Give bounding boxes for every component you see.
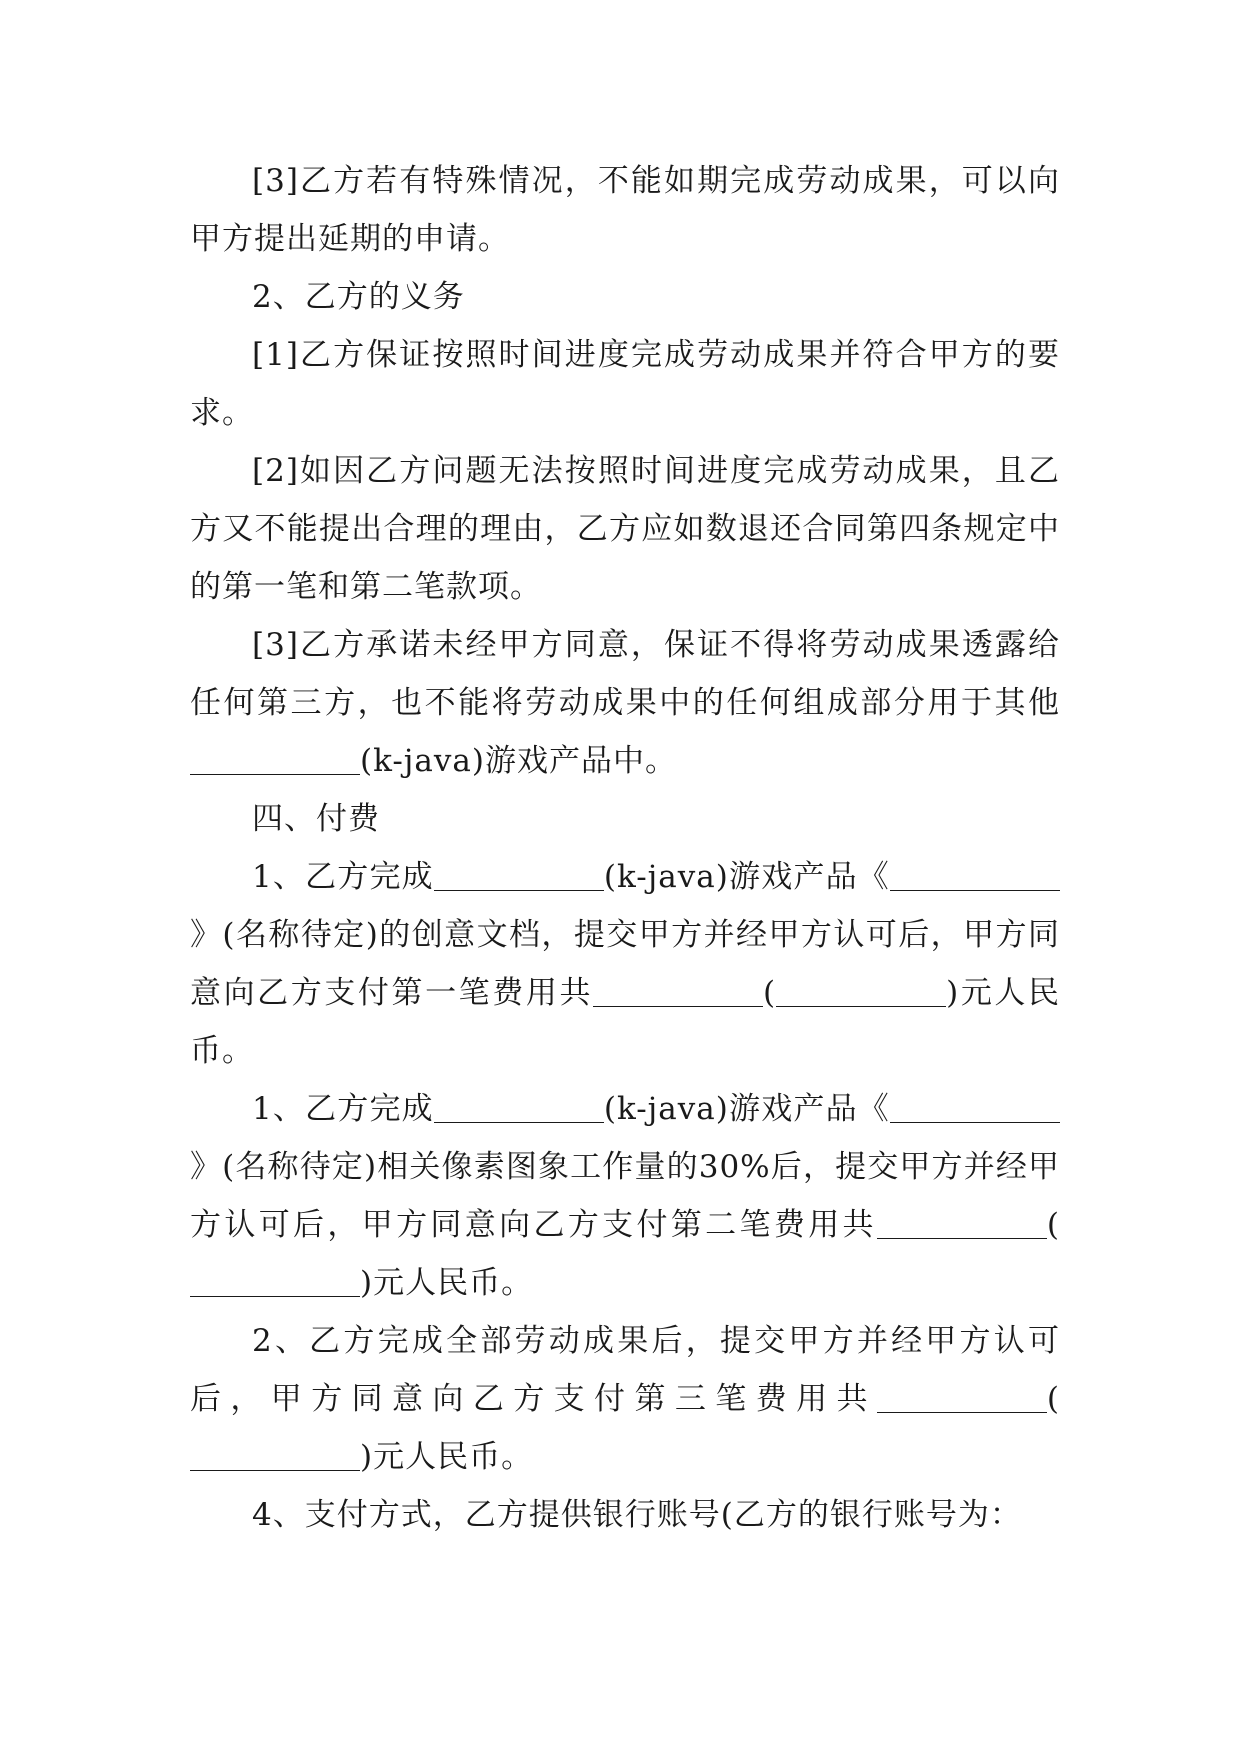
paragraph-text: 》(名称待定)的创意文档，提交甲方并经甲方认可后，甲方同意向乙方支付第一笔费用共 — [190, 917, 1060, 1011]
paragraph-text: 2、乙方完成全部劳动成果后，提交甲方并经甲方认可后，甲方同意向乙方支付第三笔费用共 — [190, 1323, 1060, 1417]
fill-in-blank — [593, 972, 763, 1007]
paragraph-text: 4、支付方式，乙方提供银行账号(乙方的银行账号为： — [252, 1497, 1022, 1533]
heading-text: 四、付费 — [252, 801, 380, 837]
paragraph-text: )元人民币。 — [360, 1439, 534, 1475]
paragraph-text: [2]如因乙方问题无法按照时间进度完成劳动成果，且乙方又不能提出合理的理由，乙方应如数退还合同第四条规定中的第一笔和第二笔款项。 — [190, 453, 1060, 605]
fill-in-blank — [776, 972, 946, 1007]
fill-in-blank — [434, 856, 604, 891]
paragraph-schedule-guarantee — [190, 326, 1060, 442]
paragraph-second-payment — [190, 1080, 1060, 1312]
document-page — [190, 152, 1060, 1544]
fill-in-blank — [190, 1436, 360, 1471]
paragraph-text: )元人民币。 — [190, 975, 1060, 1069]
paragraph-text: ( — [1046, 1207, 1060, 1243]
fill-in-blank — [434, 1088, 604, 1123]
paragraph-text: 》(名称待定)相关像素图象工作量的30%后，提交甲方并经甲方认可后，甲方同意向乙方支付第二笔费用共 — [190, 1149, 1060, 1243]
heading-text: 2、乙方的义务 — [252, 279, 465, 315]
fill-in-blank — [890, 856, 1060, 891]
paragraph-text: (k-java)游戏产品《 — [603, 859, 890, 895]
paragraph-text: [3]乙方承诺未经甲方同意，保证不得将劳动成果透露给任何第三方，也不能将劳动成果中的任何组成部分用于其他 — [190, 627, 1060, 721]
paragraph-confidentiality — [190, 616, 1060, 790]
fill-in-blank — [190, 740, 360, 775]
paragraph-text: (k-java)游戏产品中。 — [360, 743, 677, 779]
paragraph-text: 1、乙方完成 — [252, 859, 434, 895]
fill-in-blank — [890, 1088, 1060, 1123]
paragraph-text: ( — [1046, 1381, 1060, 1417]
paragraph-text: [1]乙方保证按照时间进度完成劳动成果并符合甲方的要求。 — [190, 337, 1060, 431]
fill-in-blank — [877, 1204, 1047, 1239]
paragraph-text: [3]乙方若有特殊情况，不能如期完成劳动成果，可以向甲方提出延期的申请。 — [190, 163, 1060, 257]
fill-in-blank — [190, 1262, 360, 1297]
paragraph-text: ( — [763, 975, 777, 1011]
paragraph-text: 1、乙方完成 — [252, 1091, 434, 1127]
paragraph-payment-method — [190, 1486, 1060, 1544]
paragraph-extension-request — [190, 152, 1060, 268]
section-heading-payment — [190, 790, 1060, 848]
section-heading-party-b-obligations — [190, 268, 1060, 326]
paragraph-third-payment — [190, 1312, 1060, 1486]
paragraph-text: (k-java)游戏产品《 — [603, 1091, 890, 1127]
paragraph-refund-clause — [190, 442, 1060, 616]
paragraph-first-payment — [190, 848, 1060, 1080]
fill-in-blank — [877, 1378, 1047, 1413]
paragraph-text: )元人民币。 — [360, 1265, 534, 1301]
